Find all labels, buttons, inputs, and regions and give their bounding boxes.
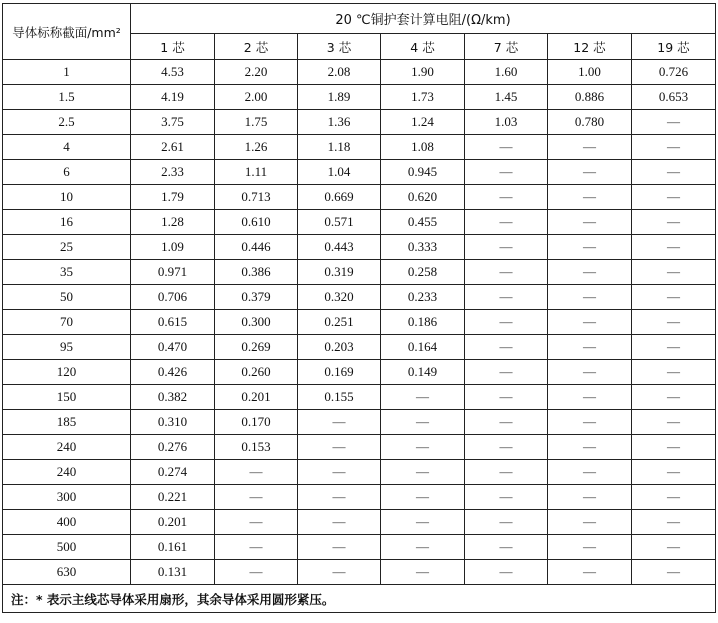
resistance-cell: — [632, 160, 716, 185]
resistance-cell: 0.333 [381, 235, 465, 260]
resistance-cell: 1.11 [215, 160, 298, 185]
table-row [3, 235, 716, 260]
resistance-cell: — [465, 560, 548, 585]
resistance-cell: 0.186 [381, 310, 465, 335]
resistance-cell: — [465, 260, 548, 285]
resistance-cell: — [465, 285, 548, 310]
resistance-cell: 0.443 [298, 235, 381, 260]
resistance-cell: — [548, 410, 632, 435]
cross-section-cell: 120 [3, 360, 131, 385]
row-header-cross-section: 导体标称截面/mm² [3, 4, 131, 60]
resistance-cell: — [465, 185, 548, 210]
resistance-cell: 4.19 [131, 85, 215, 110]
resistance-cell: — [548, 210, 632, 235]
cross-section-cell: 4 [3, 135, 131, 160]
resistance-cell: 0.426 [131, 360, 215, 385]
table-row [3, 135, 716, 160]
resistance-cell: — [632, 485, 716, 510]
table-row [3, 60, 716, 85]
resistance-cell: — [381, 385, 465, 410]
resistance-cell: 1.26 [215, 135, 298, 160]
resistance-cell: — [215, 510, 298, 535]
resistance-cell: — [548, 385, 632, 410]
resistance-cell: — [632, 185, 716, 210]
resistance-cell: — [548, 485, 632, 510]
resistance-cell: 1.36 [298, 110, 381, 135]
table-row [3, 485, 716, 510]
resistance-cell: 0.382 [131, 385, 215, 410]
resistance-cell: 1.04 [298, 160, 381, 185]
resistance-cell: — [215, 460, 298, 485]
resistance-cell: 1.45 [465, 85, 548, 110]
resistance-cell: 0.386 [215, 260, 298, 285]
resistance-cell: 1.03 [465, 110, 548, 135]
resistance-cell: 0.571 [298, 210, 381, 235]
resistance-cell: — [548, 335, 632, 360]
resistance-cell: 0.310 [131, 410, 215, 435]
resistance-cell: — [465, 410, 548, 435]
table-row [3, 210, 716, 235]
table-note: 注：* 表示主线芯导体采用扇形，其余导体采用圆形紧压。 [3, 585, 716, 613]
core-header: 4 芯 [381, 34, 465, 60]
table-row [3, 110, 716, 135]
resistance-cell: — [548, 435, 632, 460]
resistance-cell: — [632, 110, 716, 135]
core-header: 7 芯 [465, 34, 548, 60]
resistance-cell: 0.620 [381, 185, 465, 210]
core-header: 19 芯 [632, 34, 716, 60]
resistance-cell: 1.89 [298, 85, 381, 110]
resistance-cell: — [465, 160, 548, 185]
resistance-cell: 0.164 [381, 335, 465, 360]
resistance-cell: — [548, 160, 632, 185]
resistance-cell: 0.713 [215, 185, 298, 210]
resistance-cell: 0.300 [215, 310, 298, 335]
resistance-cell: — [465, 385, 548, 410]
resistance-cell: 0.131 [131, 560, 215, 585]
resistance-cell: 0.971 [131, 260, 215, 285]
resistance-cell: 0.258 [381, 260, 465, 285]
resistance-cell: — [632, 360, 716, 385]
resistance-cell: — [298, 560, 381, 585]
resistance-cell: — [548, 310, 632, 335]
cross-section-cell: 300 [3, 485, 131, 510]
resistance-cell: — [632, 285, 716, 310]
resistance-cell: — [465, 235, 548, 260]
resistance-cell: — [465, 135, 548, 160]
resistance-cell: — [548, 135, 632, 160]
resistance-cell: — [632, 260, 716, 285]
resistance-cell: — [381, 535, 465, 560]
table-row [3, 360, 716, 385]
core-header: 3 芯 [298, 34, 381, 60]
resistance-cell: 1.60 [465, 60, 548, 85]
resistance-cell: 0.780 [548, 110, 632, 135]
cross-section-cell: 185 [3, 410, 131, 435]
resistance-cell: — [632, 435, 716, 460]
resistance-cell: 0.706 [131, 285, 215, 310]
table-row [3, 285, 716, 310]
cross-section-cell: 150 [3, 385, 131, 410]
resistance-cell: — [548, 510, 632, 535]
resistance-cell: — [465, 310, 548, 335]
resistance-cell: — [381, 460, 465, 485]
resistance-cell: 0.653 [632, 85, 716, 110]
resistance-cell: 0.470 [131, 335, 215, 360]
resistance-cell: — [298, 410, 381, 435]
table-row [3, 410, 716, 435]
cross-section-cell: 70 [3, 310, 131, 335]
resistance-cell: — [381, 410, 465, 435]
resistance-cell: — [465, 485, 548, 510]
resistance-cell: — [465, 210, 548, 235]
cross-section-cell: 500 [3, 535, 131, 560]
resistance-cell: — [632, 510, 716, 535]
resistance-cell: — [632, 210, 716, 235]
resistance-cell: 1.08 [381, 135, 465, 160]
cross-section-cell: 240 [3, 460, 131, 485]
resistance-cell: 0.379 [215, 285, 298, 310]
resistance-cell: 0.886 [548, 85, 632, 110]
resistance-cell: 0.170 [215, 410, 298, 435]
table-body [3, 60, 716, 585]
resistance-cell: — [632, 535, 716, 560]
resistance-cell: 0.251 [298, 310, 381, 335]
table-row [3, 435, 716, 460]
cross-section-cell: 35 [3, 260, 131, 285]
resistance-cell: — [381, 510, 465, 535]
resistance-cell: 0.610 [215, 210, 298, 235]
resistance-cell: 0.233 [381, 285, 465, 310]
resistance-cell: — [215, 535, 298, 560]
table-row [3, 510, 716, 535]
cross-section-cell: 95 [3, 335, 131, 360]
table-row [3, 310, 716, 335]
resistance-cell: 4.53 [131, 60, 215, 85]
resistance-cell: — [632, 460, 716, 485]
resistance-cell: 0.446 [215, 235, 298, 260]
resistance-cell: — [381, 435, 465, 460]
cross-section-cell: 16 [3, 210, 131, 235]
resistance-cell: — [548, 235, 632, 260]
resistance-cell: — [548, 360, 632, 385]
resistance-cell: — [381, 560, 465, 585]
resistance-cell: — [548, 535, 632, 560]
resistance-cell: — [215, 485, 298, 510]
resistance-cell: 0.169 [298, 360, 381, 385]
resistance-cell: 1.09 [131, 235, 215, 260]
cross-section-cell: 240 [3, 435, 131, 460]
group-header-resistance: 20 ℃铜护套计算电阻/(Ω/km) [131, 4, 716, 34]
cross-section-cell: 400 [3, 510, 131, 535]
table-row [3, 460, 716, 485]
resistance-cell: — [298, 535, 381, 560]
resistance-cell: 2.08 [298, 60, 381, 85]
resistance-cell: — [298, 460, 381, 485]
table-row [3, 85, 716, 110]
resistance-cell: — [632, 385, 716, 410]
resistance-cell: 1.90 [381, 60, 465, 85]
resistance-cell: 2.61 [131, 135, 215, 160]
resistance-cell: 0.945 [381, 160, 465, 185]
resistance-cell: — [298, 510, 381, 535]
cross-section-cell: 50 [3, 285, 131, 310]
table-row [3, 535, 716, 560]
cross-section-cell: 2.5 [3, 110, 131, 135]
resistance-cell: 0.269 [215, 335, 298, 360]
resistance-cell: 3.75 [131, 110, 215, 135]
resistance-cell: 0.149 [381, 360, 465, 385]
cross-section-cell: 630 [3, 560, 131, 585]
table-row [3, 160, 716, 185]
resistance-cell: — [298, 485, 381, 510]
resistance-cell: — [632, 235, 716, 260]
resistance-cell: — [548, 260, 632, 285]
resistance-cell: 0.155 [298, 385, 381, 410]
resistance-cell: 0.455 [381, 210, 465, 235]
core-header: 1 芯 [131, 34, 215, 60]
resistance-cell: — [632, 410, 716, 435]
table-row [3, 560, 716, 585]
resistance-cell: — [548, 560, 632, 585]
resistance-cell: — [465, 335, 548, 360]
core-header: 2 芯 [215, 34, 298, 60]
resistance-cell: — [465, 435, 548, 460]
resistance-cell: — [632, 310, 716, 335]
resistance-cell: 0.203 [298, 335, 381, 360]
table-row [3, 185, 716, 210]
cross-section-cell: 6 [3, 160, 131, 185]
resistance-cell: 0.669 [298, 185, 381, 210]
cross-section-cell: 1 [3, 60, 131, 85]
resistance-cell: — [465, 535, 548, 560]
resistance-cell: 0.221 [131, 485, 215, 510]
resistance-cell: 0.260 [215, 360, 298, 385]
table-row [3, 335, 716, 360]
resistance-cell: — [465, 460, 548, 485]
resistance-cell: 1.28 [131, 210, 215, 235]
resistance-cell: — [632, 135, 716, 160]
resistance-cell: — [548, 185, 632, 210]
resistance-cell: — [215, 560, 298, 585]
resistance-cell: 0.320 [298, 285, 381, 310]
resistance-cell: 2.20 [215, 60, 298, 85]
resistance-cell: 0.161 [131, 535, 215, 560]
resistance-cell: — [298, 435, 381, 460]
resistance-cell: — [381, 485, 465, 510]
resistance-cell: 0.274 [131, 460, 215, 485]
resistance-cell: 0.276 [131, 435, 215, 460]
cross-section-cell: 10 [3, 185, 131, 210]
resistance-table [2, 3, 716, 613]
resistance-cell: 0.726 [632, 60, 716, 85]
resistance-cell: 2.00 [215, 85, 298, 110]
resistance-cell: 1.00 [548, 60, 632, 85]
resistance-cell: 1.18 [298, 135, 381, 160]
resistance-cell: 1.79 [131, 185, 215, 210]
resistance-cell: 2.33 [131, 160, 215, 185]
resistance-cell: 1.75 [215, 110, 298, 135]
resistance-cell: — [465, 360, 548, 385]
resistance-cell: — [548, 460, 632, 485]
resistance-cell: 0.615 [131, 310, 215, 335]
core-header: 12 芯 [548, 34, 632, 60]
resistance-cell: 0.201 [131, 510, 215, 535]
table-row [3, 385, 716, 410]
resistance-cell: — [632, 335, 716, 360]
resistance-cell: — [465, 510, 548, 535]
resistance-cell: 1.73 [381, 85, 465, 110]
cross-section-cell: 1.5 [3, 85, 131, 110]
resistance-cell: 1.24 [381, 110, 465, 135]
resistance-cell: 0.319 [298, 260, 381, 285]
resistance-cell: — [632, 560, 716, 585]
resistance-cell: 0.153 [215, 435, 298, 460]
cross-section-cell: 25 [3, 235, 131, 260]
resistance-cell: — [548, 285, 632, 310]
resistance-cell: 0.201 [215, 385, 298, 410]
table-row [3, 260, 716, 285]
